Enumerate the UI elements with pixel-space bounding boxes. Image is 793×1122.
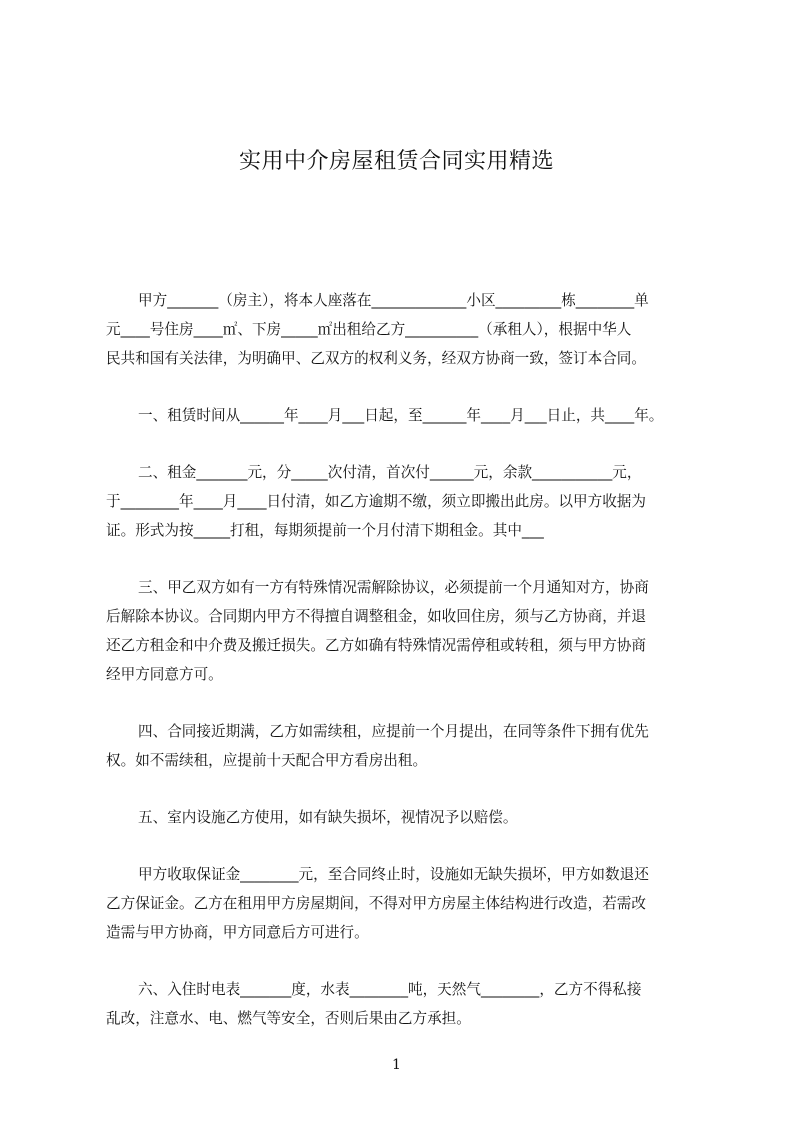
- text-line: 权。如不需续租，应提前十天配合甲方看房出租。: [106, 752, 428, 769]
- text-line: 六、入住时电表_______度，水表________吨，天然气________，乙方不得私接: [138, 981, 642, 998]
- paragraph-deposit: [106, 860, 706, 947]
- page-number: 1: [392, 1057, 401, 1073]
- text-line: 四、合同接近期满，乙方如需续租，应提前一个月提出，在同等条件下拥有优先: [138, 723, 649, 740]
- text-line: 五、室内设施乙方使用，如有缺失损坏，视情况予以赔偿。: [138, 809, 518, 826]
- paragraph-facilities: [106, 803, 706, 832]
- text-line: 民共和国有关法律，为明确甲、乙双方的权利义务，经双方协商一致，签订本合同。: [106, 350, 646, 367]
- text-line: 一、租赁时间从______年____月___日起，至______年____月___日止，共____年。: [138, 407, 664, 424]
- text-line: 乙方保证金。乙方在租用甲方房屋期间，不得对甲方房屋主体结构进行改造，若需改: [106, 895, 646, 912]
- text-line: 证。形式为按_____打租，每期须提前一个月付清下期租金。其中___: [106, 522, 544, 539]
- text-line: 造需与甲方协商，甲方同意后方可进行。: [106, 924, 369, 941]
- text-line: 于________年____月____日付清，如乙方逾期不缴，须立即搬出此房。以甲方收据为: [106, 493, 646, 510]
- document-title: 实用中介房屋租赁合同实用精选: [238, 149, 554, 174]
- contract-body: [106, 286, 706, 1061]
- paragraph-termination: [106, 573, 706, 689]
- paragraph-parties: [106, 286, 706, 373]
- text-line: 二、租金_______元，分_____次付清，首次付______元，余款___________元，: [138, 464, 642, 481]
- paragraph-lease-term: [106, 401, 706, 430]
- paragraph-utilities: [106, 975, 706, 1033]
- paragraph-rent: [106, 458, 706, 545]
- text-line: 甲方收取保证金________元，至合同终止时，设施如无缺失损坏，甲方如数退还: [138, 866, 649, 883]
- text-line: 经甲方同意方可。: [106, 666, 223, 683]
- text-line: 甲方_______（房主），将本人座落在_____________小区_________栋________单: [138, 292, 649, 309]
- text-line: 后解除本协议。合同期内甲方不得擅自调整租金，如收回住房，须与乙方协商，并退: [106, 608, 646, 625]
- text-line: 三、甲乙双方如有一方有特殊情况需解除协议，必须提前一个月通知对方，协商: [138, 579, 649, 596]
- paragraph-renewal: [106, 717, 706, 775]
- text-line: 还乙方租金和中介费及搬迁损失。乙方如确有特殊情况需停租或转租，须与甲方协商: [106, 637, 646, 654]
- text-line: 元____号住房____㎡、下房_____㎡出租给乙方__________（承租人），根据中华人: [106, 321, 632, 338]
- text-line: 乱改，注意水、电、燃气等安全，否则后果由乙方承担。: [106, 1010, 471, 1027]
